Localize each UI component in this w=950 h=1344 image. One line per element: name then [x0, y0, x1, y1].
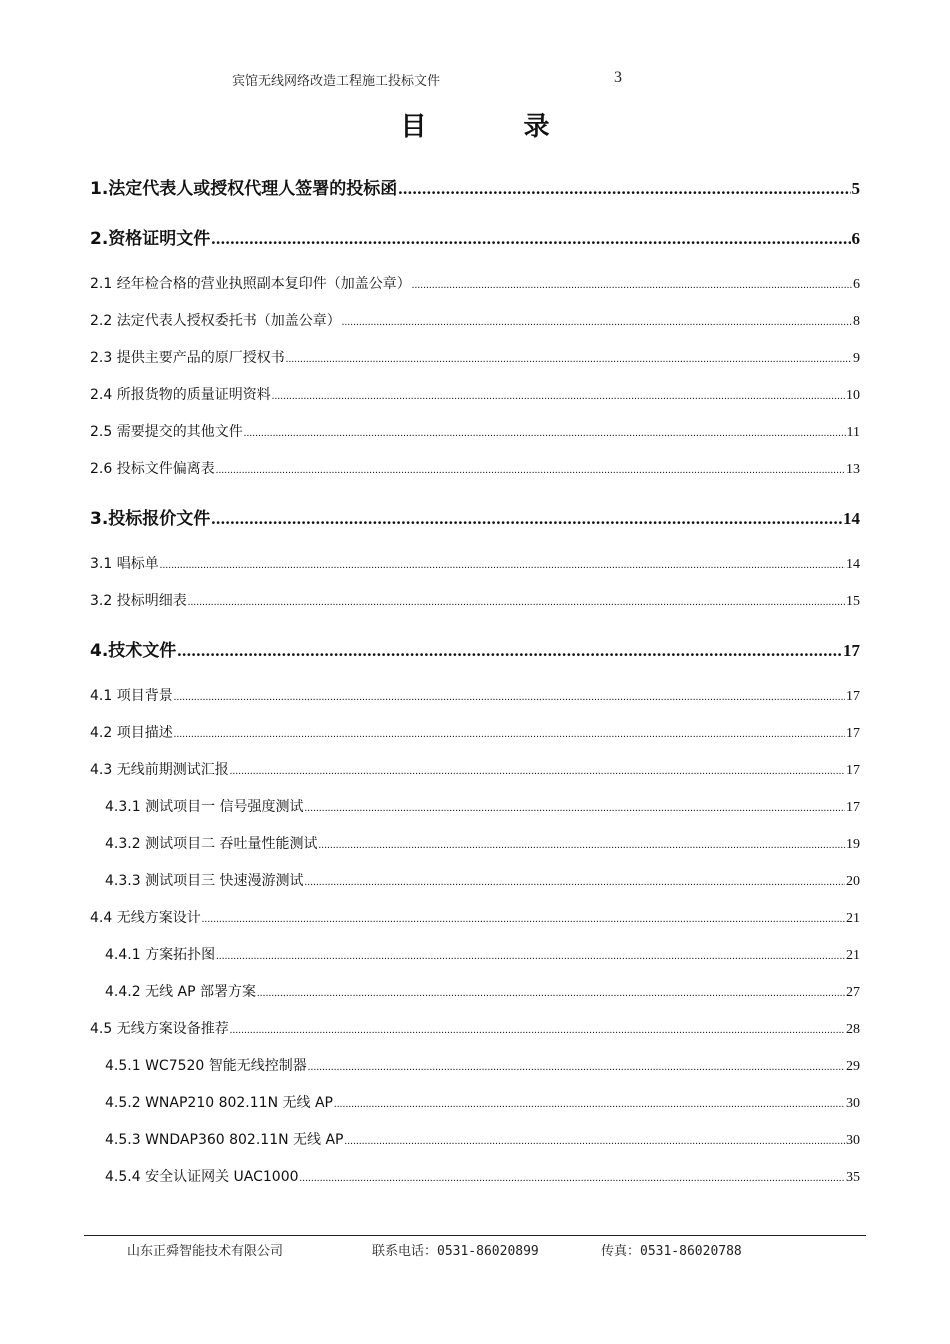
- toc-entry-page: 17: [846, 763, 860, 778]
- toc-entry[interactable]: [105, 1055, 860, 1075]
- toc-entry-page: 11: [846, 425, 860, 440]
- header-page-number: 3: [614, 69, 622, 86]
- toc-entry[interactable]: [90, 421, 860, 441]
- toc-entry-page: 19: [846, 837, 860, 852]
- toc-entry-text: 4.5.3 WNDAP360 802.11N 无线 AP: [105, 1132, 344, 1148]
- toc-entry[interactable]: [90, 685, 860, 705]
- toc-entry-page: 5: [851, 179, 860, 198]
- toc-entry-page: 14: [846, 557, 860, 572]
- toc-entry[interactable]: [90, 174, 860, 199]
- toc-entry[interactable]: [105, 1092, 860, 1112]
- toc-entry-text: 2.6 投标文件偏离表: [90, 461, 215, 477]
- toc-entry[interactable]: [90, 347, 860, 367]
- toc-entry-text: 4.5.1 WC7520 智能无线控制器: [105, 1058, 307, 1074]
- toc-entry-text: 4.4.1 方案拓扑图: [105, 947, 216, 963]
- toc-entry[interactable]: [90, 590, 860, 610]
- toc-entry-text: 4.5.2 WNAP210 802.11N 无线 AP: [105, 1095, 333, 1111]
- toc-entry[interactable]: [90, 458, 860, 478]
- toc-entry-page: 10: [846, 388, 860, 403]
- toc-entry-text: 3.2 投标明细表: [90, 593, 187, 609]
- toc-entry-page: 14: [843, 509, 860, 528]
- toc-entry[interactable]: [90, 384, 860, 404]
- toc-entry-text: 4.5.4 安全认证网关 UAC1000: [105, 1169, 299, 1185]
- toc-entry-page: 27: [846, 985, 860, 1000]
- toc-entry[interactable]: [105, 870, 860, 890]
- toc-entry-page: 17: [843, 641, 860, 660]
- toc-entry-text: 4.3.3 测试项目三 快速漫游测试: [105, 873, 304, 889]
- toc-entry-text: 4.5 无线方案设备推荐: [90, 1021, 229, 1037]
- toc-entry-page: 15: [846, 594, 860, 609]
- toc-entry-page: 6: [853, 277, 860, 292]
- toc-entry-text: 1.法定代表人或授权代理人签署的投标函: [90, 179, 398, 199]
- toc-entry-page: 29: [846, 1059, 860, 1074]
- toc-entry-text: 2.1 经年检合格的营业执照副本复印件（加盖公章）: [90, 276, 411, 292]
- toc-entry-page: 20: [846, 874, 860, 889]
- footer-fax: 传真：0531-86020788: [601, 1244, 742, 1259]
- toc-entry-text: 2.资格证明文件: [90, 229, 211, 249]
- toc-entry[interactable]: [90, 636, 860, 661]
- toc-entry[interactable]: [105, 796, 860, 816]
- toc-entry[interactable]: [90, 553, 860, 573]
- header-doc-title: 宾馆无线网络改造工程施工投标文件: [232, 74, 441, 89]
- toc-entry-text: 4.3.1 测试项目一 信号强度测试: [105, 799, 304, 815]
- toc-entry-text: 4.1 项目背景: [90, 688, 173, 704]
- toc-entry-text: 4.技术文件: [90, 641, 177, 661]
- toc-entry-text: 3.投标报价文件: [90, 509, 211, 529]
- toc-entry-text: 4.4.2 无线 AP 部署方案: [105, 984, 256, 1000]
- toc-entry-page: 17: [846, 689, 860, 704]
- toc-entry-page: 35: [846, 1170, 860, 1185]
- toc-entry-page: 6: [851, 229, 860, 248]
- toc-entry-page: 17: [846, 800, 860, 815]
- toc-entry-text: 2.2 法定代表人授权委托书（加盖公章）: [90, 313, 341, 329]
- toc-entry[interactable]: [105, 944, 860, 964]
- toc-entry-page: 30: [846, 1096, 860, 1111]
- toc-entry[interactable]: [105, 833, 860, 853]
- toc-entry-text: 2.5 需要提交的其他文件: [90, 424, 243, 440]
- toc-entry-page: 8: [853, 314, 860, 329]
- toc-entry[interactable]: [90, 310, 860, 330]
- toc-entry-page: 21: [846, 911, 860, 926]
- toc-entry-page: 21: [846, 948, 860, 963]
- toc-entry-page: 13: [846, 462, 860, 477]
- toc-entry[interactable]: [90, 907, 860, 927]
- toc-entry-text: 3.1 唱标单: [90, 556, 159, 572]
- footer-company: 山东正舜智能技术有限公司: [127, 1244, 284, 1259]
- toc-entry[interactable]: [90, 224, 860, 249]
- toc-entry-page: 9: [853, 351, 860, 366]
- toc-entry-text: 2.3 提供主要产品的原厂授权书: [90, 350, 285, 366]
- toc-entry[interactable]: [105, 1166, 860, 1186]
- footer-phone: 联系电话：0531-86020899: [372, 1244, 539, 1259]
- toc-entry-text: 4.2 项目描述: [90, 725, 173, 741]
- toc-entry-page: 28: [846, 1022, 860, 1037]
- toc-entry-page: 30: [846, 1133, 860, 1148]
- toc-entry[interactable]: [90, 759, 860, 779]
- toc-entry-text: 4.3.2 测试项目二 吞吐量性能测试: [105, 836, 318, 852]
- toc-entry-text: 4.4 无线方案设计: [90, 910, 201, 926]
- toc-entry[interactable]: [105, 981, 860, 1001]
- toc-title: 目 录: [400, 112, 594, 142]
- toc-entry[interactable]: [90, 504, 860, 529]
- toc-entry[interactable]: [90, 722, 860, 742]
- toc-entry[interactable]: [90, 1018, 860, 1038]
- toc-entry-text: 4.3 无线前期测试汇报: [90, 762, 229, 778]
- toc-entry-page: 17: [846, 726, 860, 741]
- toc-entry[interactable]: [90, 273, 860, 293]
- footer-divider: [84, 1235, 866, 1236]
- toc-entry-text: 2.4 所报货物的质量证明资料: [90, 387, 271, 403]
- toc-entry[interactable]: [105, 1129, 860, 1149]
